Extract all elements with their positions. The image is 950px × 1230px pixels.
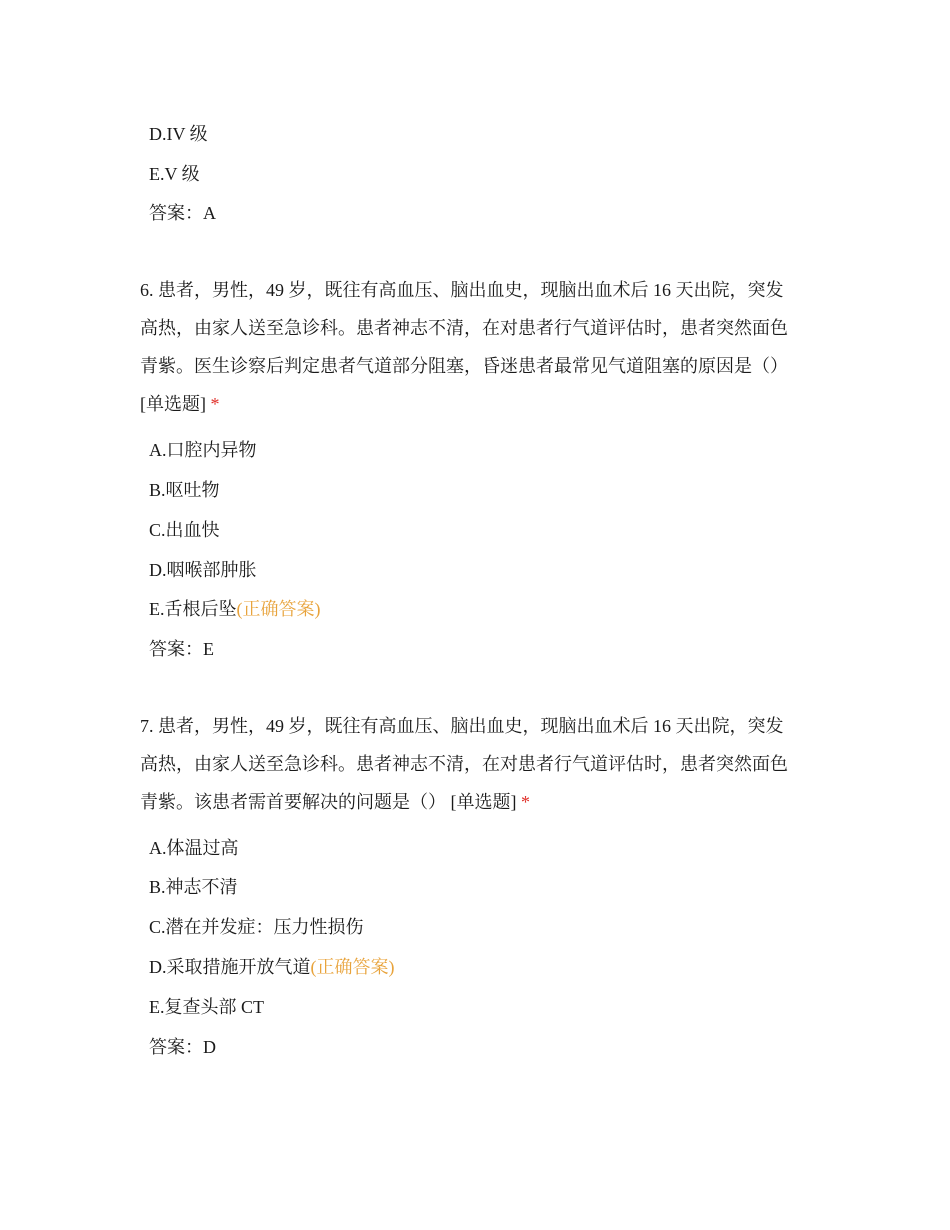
option-label: E.复查头部 CT: [149, 997, 264, 1017]
option-b: [149, 876, 238, 898]
correct-answer-tag: (正确答案): [236, 599, 321, 619]
answer-line: [149, 638, 214, 660]
question-text-line: 7. 患者，男性，49 岁，既往有高血压、脑出血史，现脑出血术后 16 天出院，突发: [140, 716, 784, 736]
answer-text: 答案：A: [149, 203, 216, 223]
option-c: [149, 916, 364, 938]
option-label: A.口腔内异物: [149, 440, 257, 460]
option-a: [149, 837, 239, 859]
answer-line: [149, 202, 216, 224]
option-d: [149, 123, 208, 145]
required-mark: *: [210, 394, 220, 414]
question-type: [单选题]: [140, 394, 211, 414]
option-label: D.IV 级: [149, 124, 208, 144]
question-text-line: 青紫。医生诊察后判定患者气道部分阻塞，昏迷患者最常见气道阻塞的原因是（）: [140, 356, 788, 376]
answer-text: 答案：E: [149, 639, 214, 659]
question-text-line: 6. 患者，男性，49 岁，既往有高血压、脑出血史，现脑出血术后 16 天出院，突发: [140, 280, 784, 300]
correct-answer-tag: (正确答案): [310, 957, 395, 977]
question-text-line: 青紫。该患者需首要解决的问题是（） [单选题] *: [140, 792, 530, 812]
option-label: A.体温过高: [149, 838, 239, 858]
option-label: C.出血快: [149, 520, 220, 540]
option-label: B.呕吐物: [149, 480, 220, 500]
answer-text: 答案：D: [149, 1037, 216, 1057]
option-label: C.潜在并发症：压力性损伤: [149, 917, 364, 937]
option-b: [149, 479, 220, 501]
option-e: [149, 996, 264, 1018]
question-text-line: [140, 393, 220, 415]
option-e: [149, 163, 200, 185]
option-label: D.采取措施开放气道: [149, 957, 311, 977]
option-e: [149, 598, 321, 620]
answer-line: [149, 1036, 216, 1058]
option-d: [149, 559, 257, 581]
option-label: E.V 级: [149, 164, 200, 184]
option-label: D.咽喉部肿胀: [149, 560, 257, 580]
required-mark: *: [521, 792, 530, 812]
option-label: B.神志不清: [149, 877, 238, 897]
option-c: [149, 519, 220, 541]
option-d: [149, 956, 395, 978]
question-text-line: 高热，由家人送至急诊科。患者神志不清，在对患者行气道评估时，患者突然面色: [140, 318, 788, 338]
question-text-line: 高热，由家人送至急诊科。患者神志不清，在对患者行气道评估时，患者突然面色: [140, 754, 788, 774]
option-label: E.舌根后坠: [149, 599, 237, 619]
option-a: [149, 439, 257, 461]
